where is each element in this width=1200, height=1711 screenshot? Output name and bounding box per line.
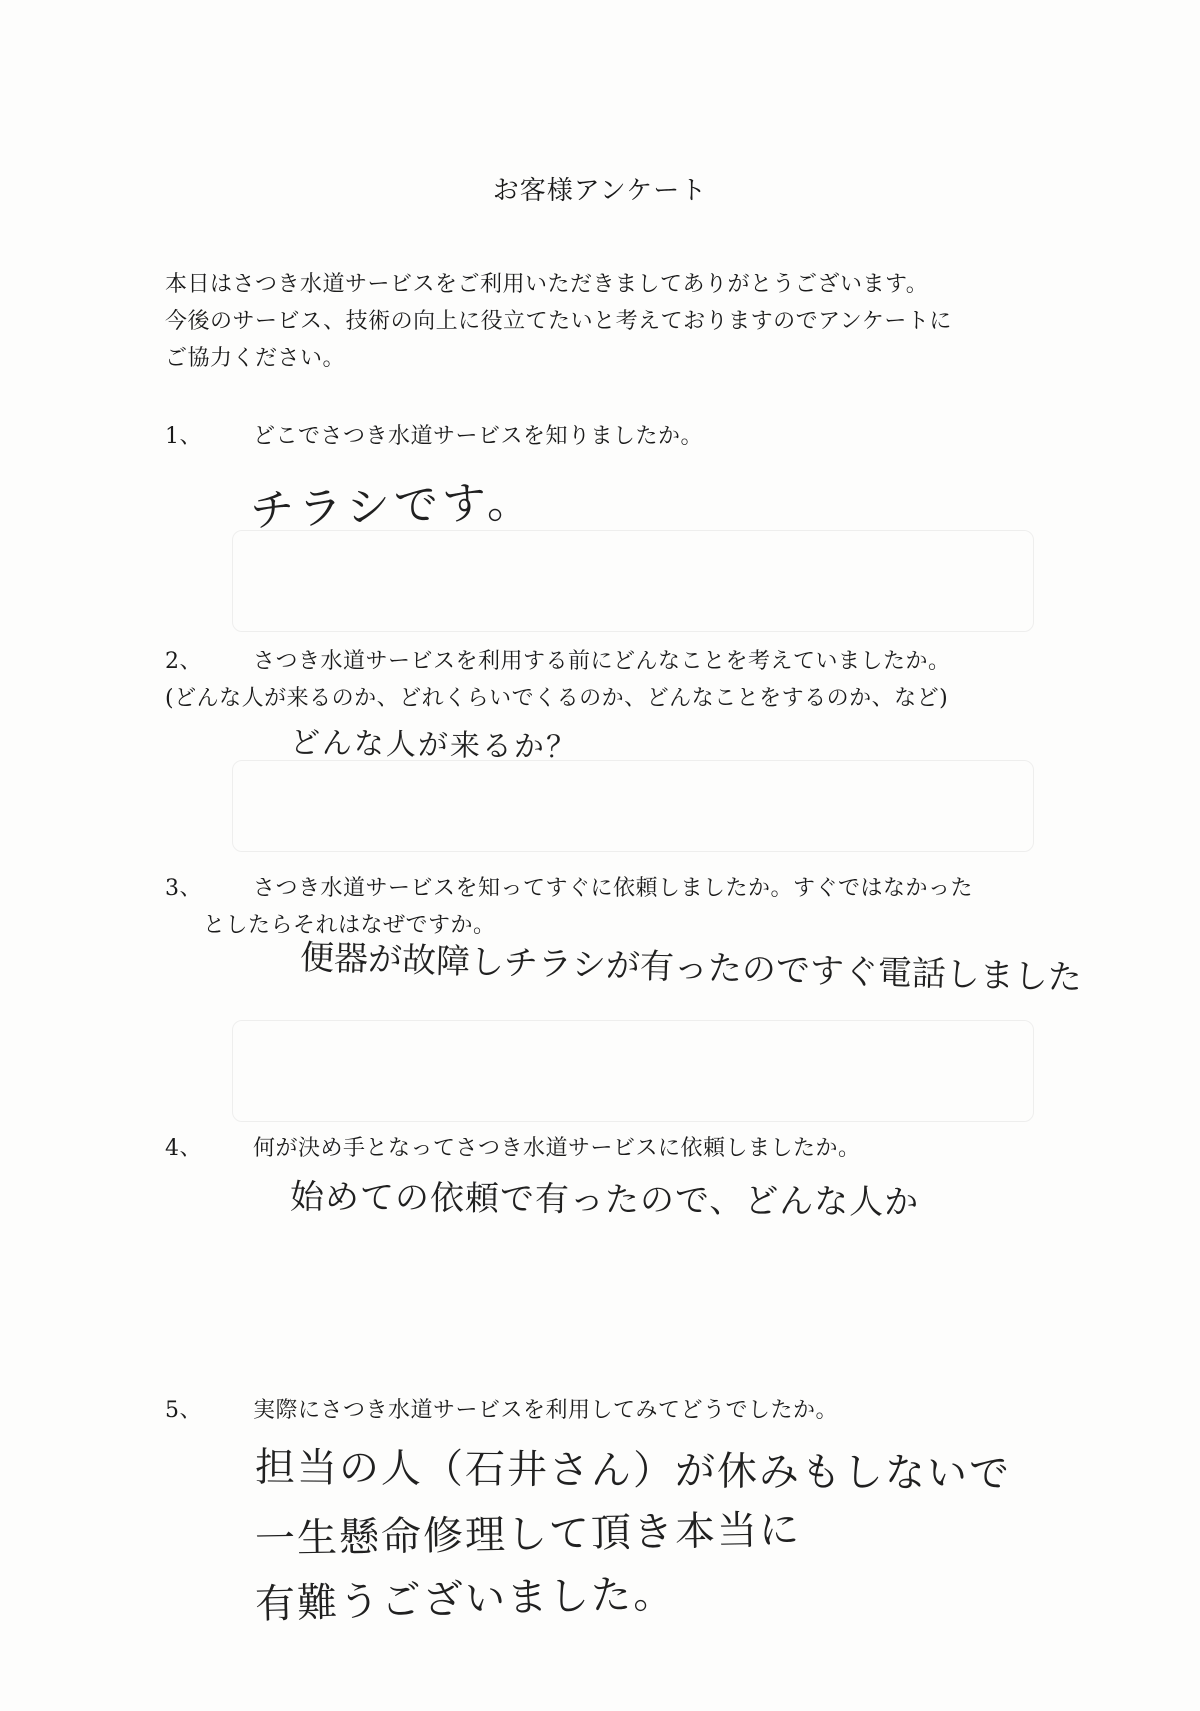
question-text: どこでさつき水道サービスを知りましたか。 bbox=[253, 424, 704, 449]
faint-answer-box-1 bbox=[232, 530, 1034, 632]
question-4 bbox=[165, 1130, 861, 1167]
handwritten-answer-1: チラシです。 bbox=[249, 476, 536, 537]
question-text: 何が決め手となってさつき水道サービスに依頼しましたか。 bbox=[253, 1136, 861, 1161]
handwritten-answer-5 bbox=[255, 1440, 1011, 1626]
faint-answer-box-2 bbox=[232, 760, 1034, 852]
question-subtext: (どんな人が来るのか、どれくらいでくるのか、どんなことをするのか、など) bbox=[165, 686, 949, 711]
question-2 bbox=[165, 643, 951, 717]
handwritten-answer-4: 始めての依頼で有ったので、どんな人か bbox=[289, 1177, 920, 1223]
faint-answer-box-3 bbox=[232, 1020, 1034, 1122]
question-text: さつき水道サービスを知ってすぐに依頼しましたか。すぐではなかった bbox=[253, 876, 974, 901]
page-title: お客様アンケート bbox=[492, 176, 708, 206]
question-subtext: としたらそれはなぜですか。 bbox=[203, 913, 496, 938]
intro-line: 今後のサービス、技術の向上に役立てたいと考えておりますのでアンケートに bbox=[165, 309, 952, 334]
question-number: 3、 bbox=[165, 876, 202, 901]
question-3 bbox=[165, 870, 973, 944]
question-text: さつき水道サービスを利用する前にどんなことを考えていましたか。 bbox=[253, 649, 951, 674]
answer-line: 有難うございました。 bbox=[254, 1570, 676, 1628]
question-text: 実際にさつき水道サービスを利用してみてどうでしたか。 bbox=[253, 1398, 839, 1423]
question-number: 4、 bbox=[165, 1136, 202, 1161]
intro-text bbox=[165, 266, 1065, 377]
question-number: 5、 bbox=[165, 1398, 202, 1423]
question-1 bbox=[165, 418, 703, 455]
question-5 bbox=[165, 1392, 838, 1429]
question-number: 2、 bbox=[165, 649, 202, 674]
intro-line: 本日はさつき水道サービスをご利用いただきましてありがとうございます。 bbox=[165, 272, 929, 297]
intro-line: ご協力ください。 bbox=[165, 346, 346, 371]
handwritten-answer-2: どんな人が来るか？ bbox=[289, 725, 579, 766]
handwritten-answer-3: 便器が故障しチラシが有ったのですぐ電話しました bbox=[299, 937, 1083, 999]
answer-line: 担当の人（石井さん）が休みもしないで bbox=[254, 1444, 1012, 1498]
question-number: 1、 bbox=[165, 424, 202, 449]
answer-line: 一生懸命修理して頂き本当に bbox=[254, 1507, 802, 1563]
